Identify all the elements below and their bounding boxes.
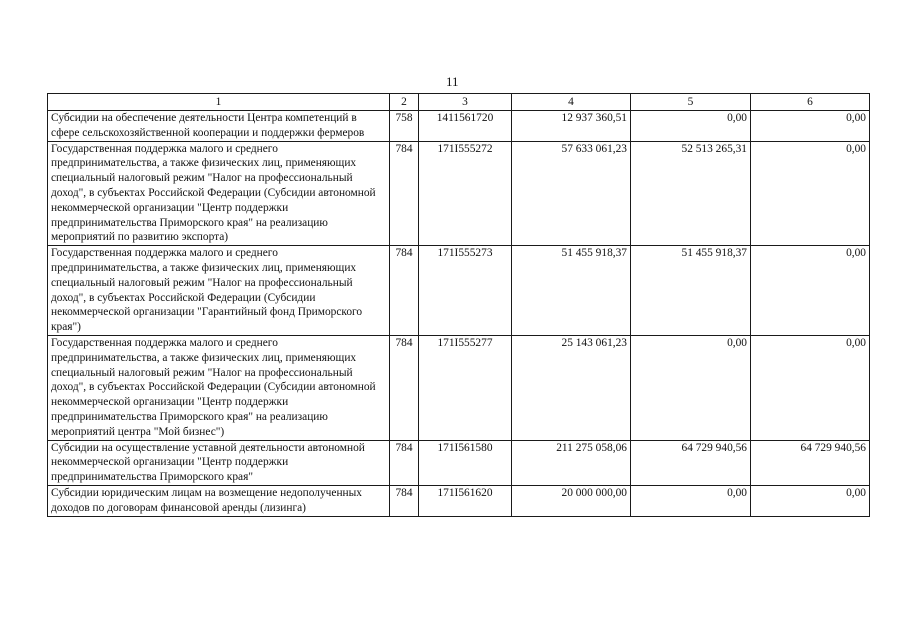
- column-header-3: 3: [419, 94, 512, 111]
- table-row: [48, 485, 870, 516]
- row-value-5-cell: 51 455 918,37: [631, 246, 751, 336]
- row-name-cell: Государственная поддержка малого и среднего предпринимательства, а также физических лиц, применяющих специальный налоговый режим "Налог на профессиональный доход", в субъектах Российской Федерации (Субсидии автономной некоммерческой организации "Центр поддержки предпринимательства Приморского края" на реализацию мероприятий по развитию экспорта): [48, 141, 390, 246]
- column-header-2: 2: [390, 94, 419, 111]
- row-value-4-cell: 51 455 918,37: [512, 246, 631, 336]
- row-grbs-cell: 784: [390, 335, 419, 440]
- row-csr-cell: 171I561620: [419, 485, 512, 516]
- row-csr-cell: 1411561720: [419, 111, 512, 142]
- table-row: [48, 246, 870, 336]
- row-csr-cell: 171I561580: [419, 440, 512, 485]
- row-value-5-cell: 52 513 265,31: [631, 141, 751, 246]
- table-row: [48, 141, 870, 246]
- table-header-row: [48, 94, 870, 111]
- row-value-4-cell: 12 937 360,51: [512, 111, 631, 142]
- table-row: [48, 111, 870, 142]
- row-csr-cell: 171I555277: [419, 335, 512, 440]
- row-value-5-cell: 64 729 940,56: [631, 440, 751, 485]
- row-grbs-cell: 784: [390, 141, 419, 246]
- row-value-6-cell: 64 729 940,56: [751, 440, 870, 485]
- column-header-5: 5: [631, 94, 751, 111]
- budget-table: [47, 93, 870, 517]
- page-number: 11: [446, 74, 459, 89]
- row-value-5-cell: 0,00: [631, 111, 751, 142]
- row-value-4-cell: 25 143 061,23: [512, 335, 631, 440]
- row-csr-cell: 171I555272: [419, 141, 512, 246]
- column-header-1: 1: [48, 94, 390, 111]
- row-value-6-cell: 0,00: [751, 485, 870, 516]
- column-header-4: 4: [512, 94, 631, 111]
- row-value-4-cell: 57 633 061,23: [512, 141, 631, 246]
- row-name-cell: Государственная поддержка малого и среднего предпринимательства, а также физических лиц, применяющих специальный налоговый режим "Налог на профессиональный доход", в субъектах Российской Федерации (Субсидии некоммерческой организации "Гарантийный фонд Приморского края"): [48, 246, 390, 336]
- row-grbs-cell: 758: [390, 111, 419, 142]
- row-value-5-cell: 0,00: [631, 485, 751, 516]
- row-name-cell: Государственная поддержка малого и среднего предпринимательства, а также физических лиц, применяющих специальный налоговый режим "Налог на профессиональный доход", в субъектах Российской Федерации (Субсидии автономной некоммерческой организации "Центр поддержки предпринимательства Приморского края" на реализацию мероприятий центра "Мой бизнес"): [48, 335, 390, 440]
- row-grbs-cell: 784: [390, 440, 419, 485]
- row-csr-cell: 171I555273: [419, 246, 512, 336]
- table-row: [48, 440, 870, 485]
- row-grbs-cell: 784: [390, 246, 419, 336]
- row-value-4-cell: 211 275 058,06: [512, 440, 631, 485]
- column-header-6: 6: [751, 94, 870, 111]
- row-value-6-cell: 0,00: [751, 111, 870, 142]
- row-grbs-cell: 784: [390, 485, 419, 516]
- row-value-6-cell: 0,00: [751, 335, 870, 440]
- row-value-6-cell: 0,00: [751, 141, 870, 246]
- row-value-6-cell: 0,00: [751, 246, 870, 336]
- row-name-cell: Субсидии на осуществление уставной деятельности автономной некоммерческой организации "Центр поддержки предпринимательства Приморского края": [48, 440, 390, 485]
- row-name-cell: Субсидии юридическим лицам на возмещение недополученных доходов по договорам финансовой аренды (лизинга): [48, 485, 390, 516]
- row-value-4-cell: 20 000 000,00: [512, 485, 631, 516]
- table-row: [48, 335, 870, 440]
- row-value-5-cell: 0,00: [631, 335, 751, 440]
- row-name-cell: Субсидии на обеспечение деятельности Центра компетенций в сфере сельскохозяйственной кооперации и поддержки фермеров: [48, 111, 390, 142]
